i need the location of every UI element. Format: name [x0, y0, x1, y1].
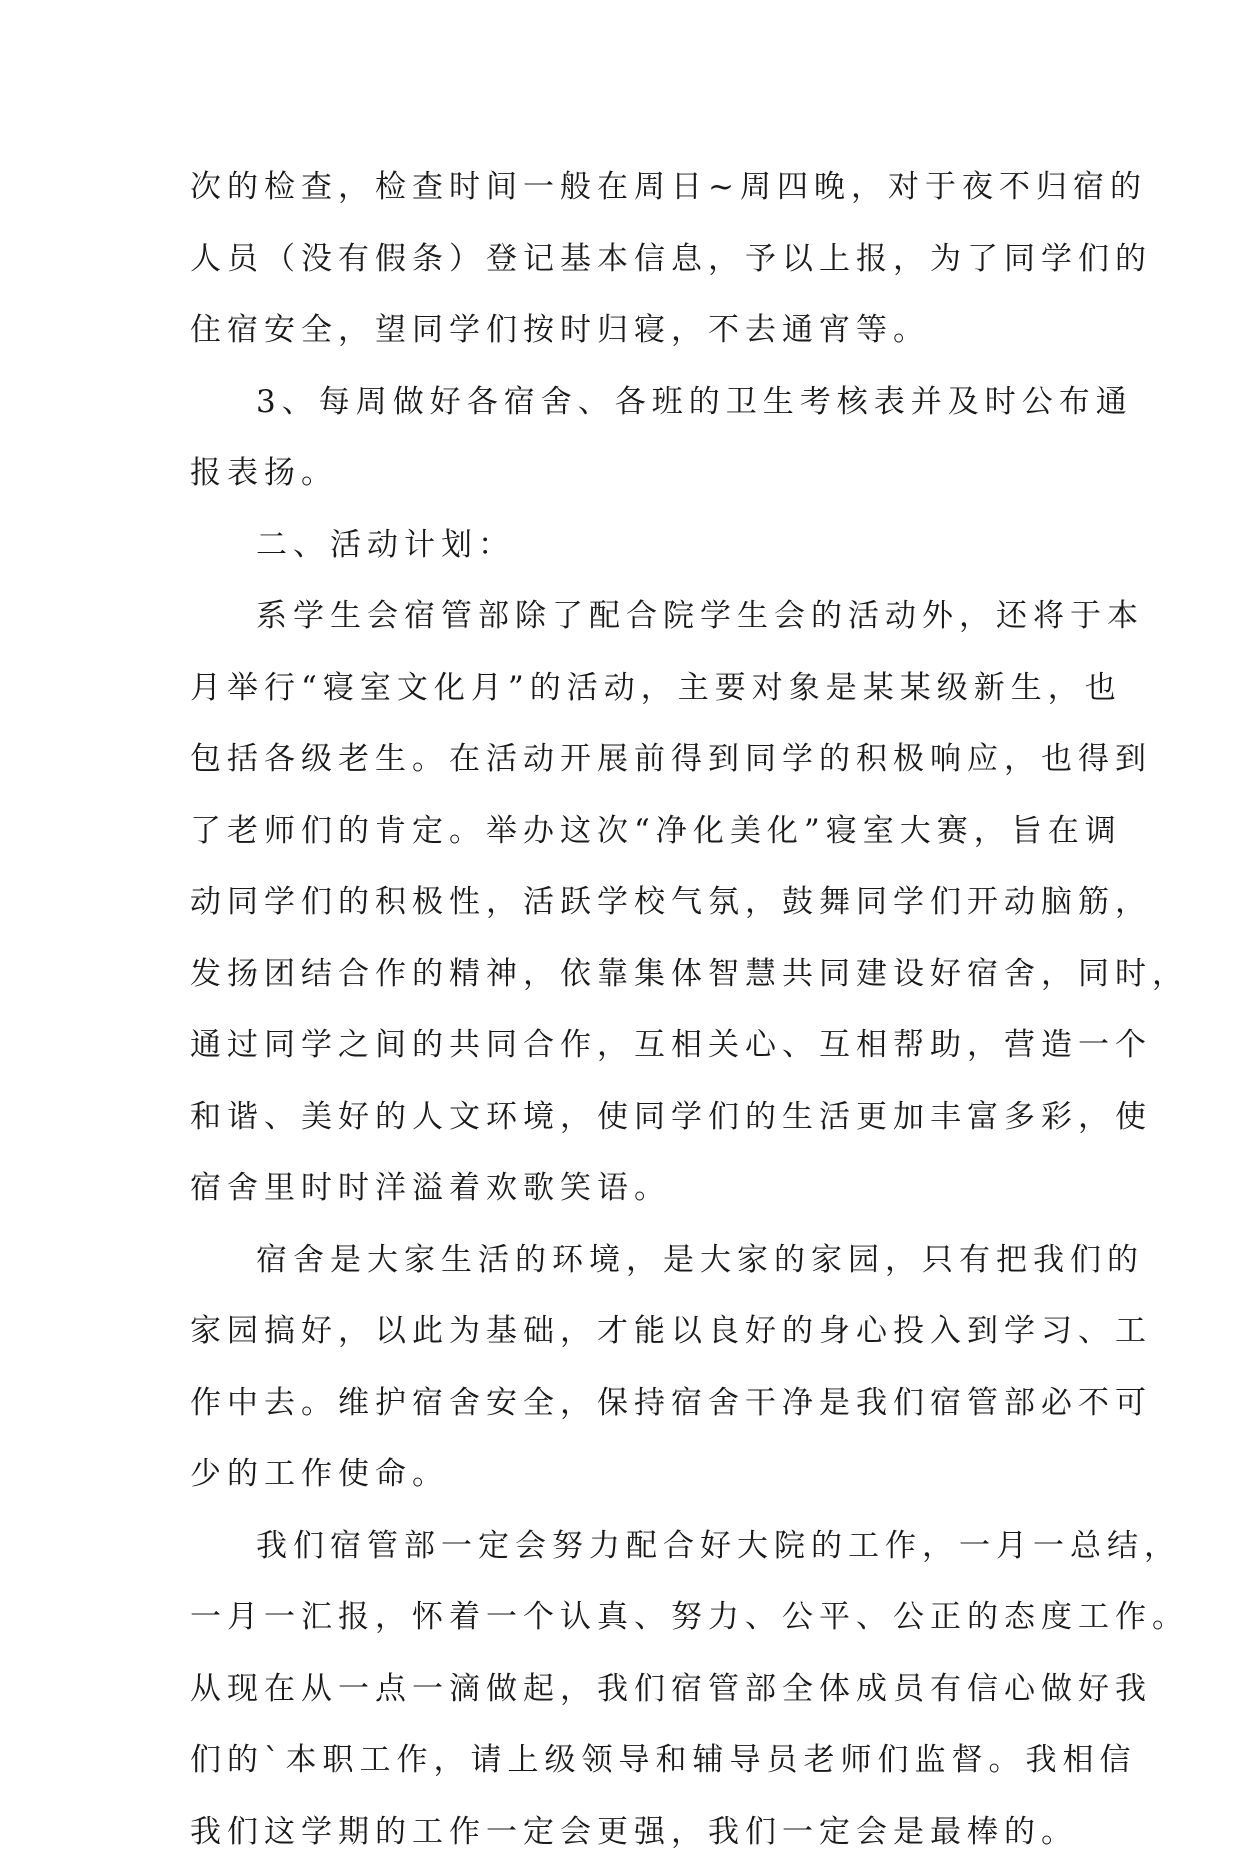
- text-line: 们的`本职工作，请上级领导和辅导员老师们监督。我相信: [190, 1725, 1070, 1797]
- text-line: 从现在从一点一滴做起，我们宿管部全体成员有信心做好我: [190, 1654, 1070, 1726]
- text-line: 少的工作使命。: [190, 1439, 1070, 1511]
- text-line: 人员（没有假条）登记基本信息，予以上报，为了同学们的: [190, 224, 1070, 296]
- text-line: 动同学们的积极性，活跃学校气氛，鼓舞同学们开动脑筋，: [190, 867, 1070, 939]
- body-text: [190, 152, 1070, 1868]
- text-line: 宿舍里时时洋溢着欢歌笑语。: [190, 1153, 1070, 1225]
- text-line: 报表扬。: [190, 438, 1070, 510]
- text-line: 次的检查，检查时间一般在周日~周四晚，对于夜不归宿的: [190, 152, 1070, 224]
- section-heading: 二、活动计划：: [190, 510, 1070, 582]
- text-line: 我们宿管部一定会努力配合好大院的工作，一月一总结，: [190, 1511, 1070, 1583]
- text-line: 通过同学之间的共同合作，互相关心、互相帮助，营造一个: [190, 1010, 1070, 1082]
- text-line: 和谐、美好的人文环境，使同学们的生活更加丰富多彩，使: [190, 1082, 1070, 1154]
- text-line: 住宿安全，望同学们按时归寝，不去通宵等。: [190, 295, 1070, 367]
- text-line: 家园搞好，以此为基础，才能以良好的身心投入到学习、工: [190, 1296, 1070, 1368]
- text-line: 宿舍是大家生活的环境，是大家的家园，只有把我们的: [190, 1225, 1070, 1297]
- text-line: 3、每周做好各宿舍、各班的卫生考核表并及时公布通: [190, 367, 1070, 439]
- text-line: 作中去。维护宿舍安全，保持宿舍干净是我们宿管部必不可: [190, 1368, 1070, 1440]
- text-line: 了老师们的肯定。举办这次“净化美化”寝室大赛，旨在调: [190, 796, 1070, 868]
- text-line: 月举行“寝室文化月”的活动，主要对象是某某级新生，也: [190, 653, 1070, 725]
- text-line: 系学生会宿管部除了配合院学生会的活动外，还将于本: [190, 581, 1070, 653]
- text-line: 我们这学期的工作一定会更强，我们一定会是最棒的。: [190, 1797, 1070, 1868]
- text-line: 包括各级老生。在活动开展前得到同学的积极响应，也得到: [190, 724, 1070, 796]
- text-line: 发扬团结合作的精神，依靠集体智慧共同建设好宿舍，同时，: [190, 939, 1070, 1011]
- text-line: 一月一汇报，怀着一个认真、努力、公平、公正的态度工作。: [190, 1582, 1070, 1654]
